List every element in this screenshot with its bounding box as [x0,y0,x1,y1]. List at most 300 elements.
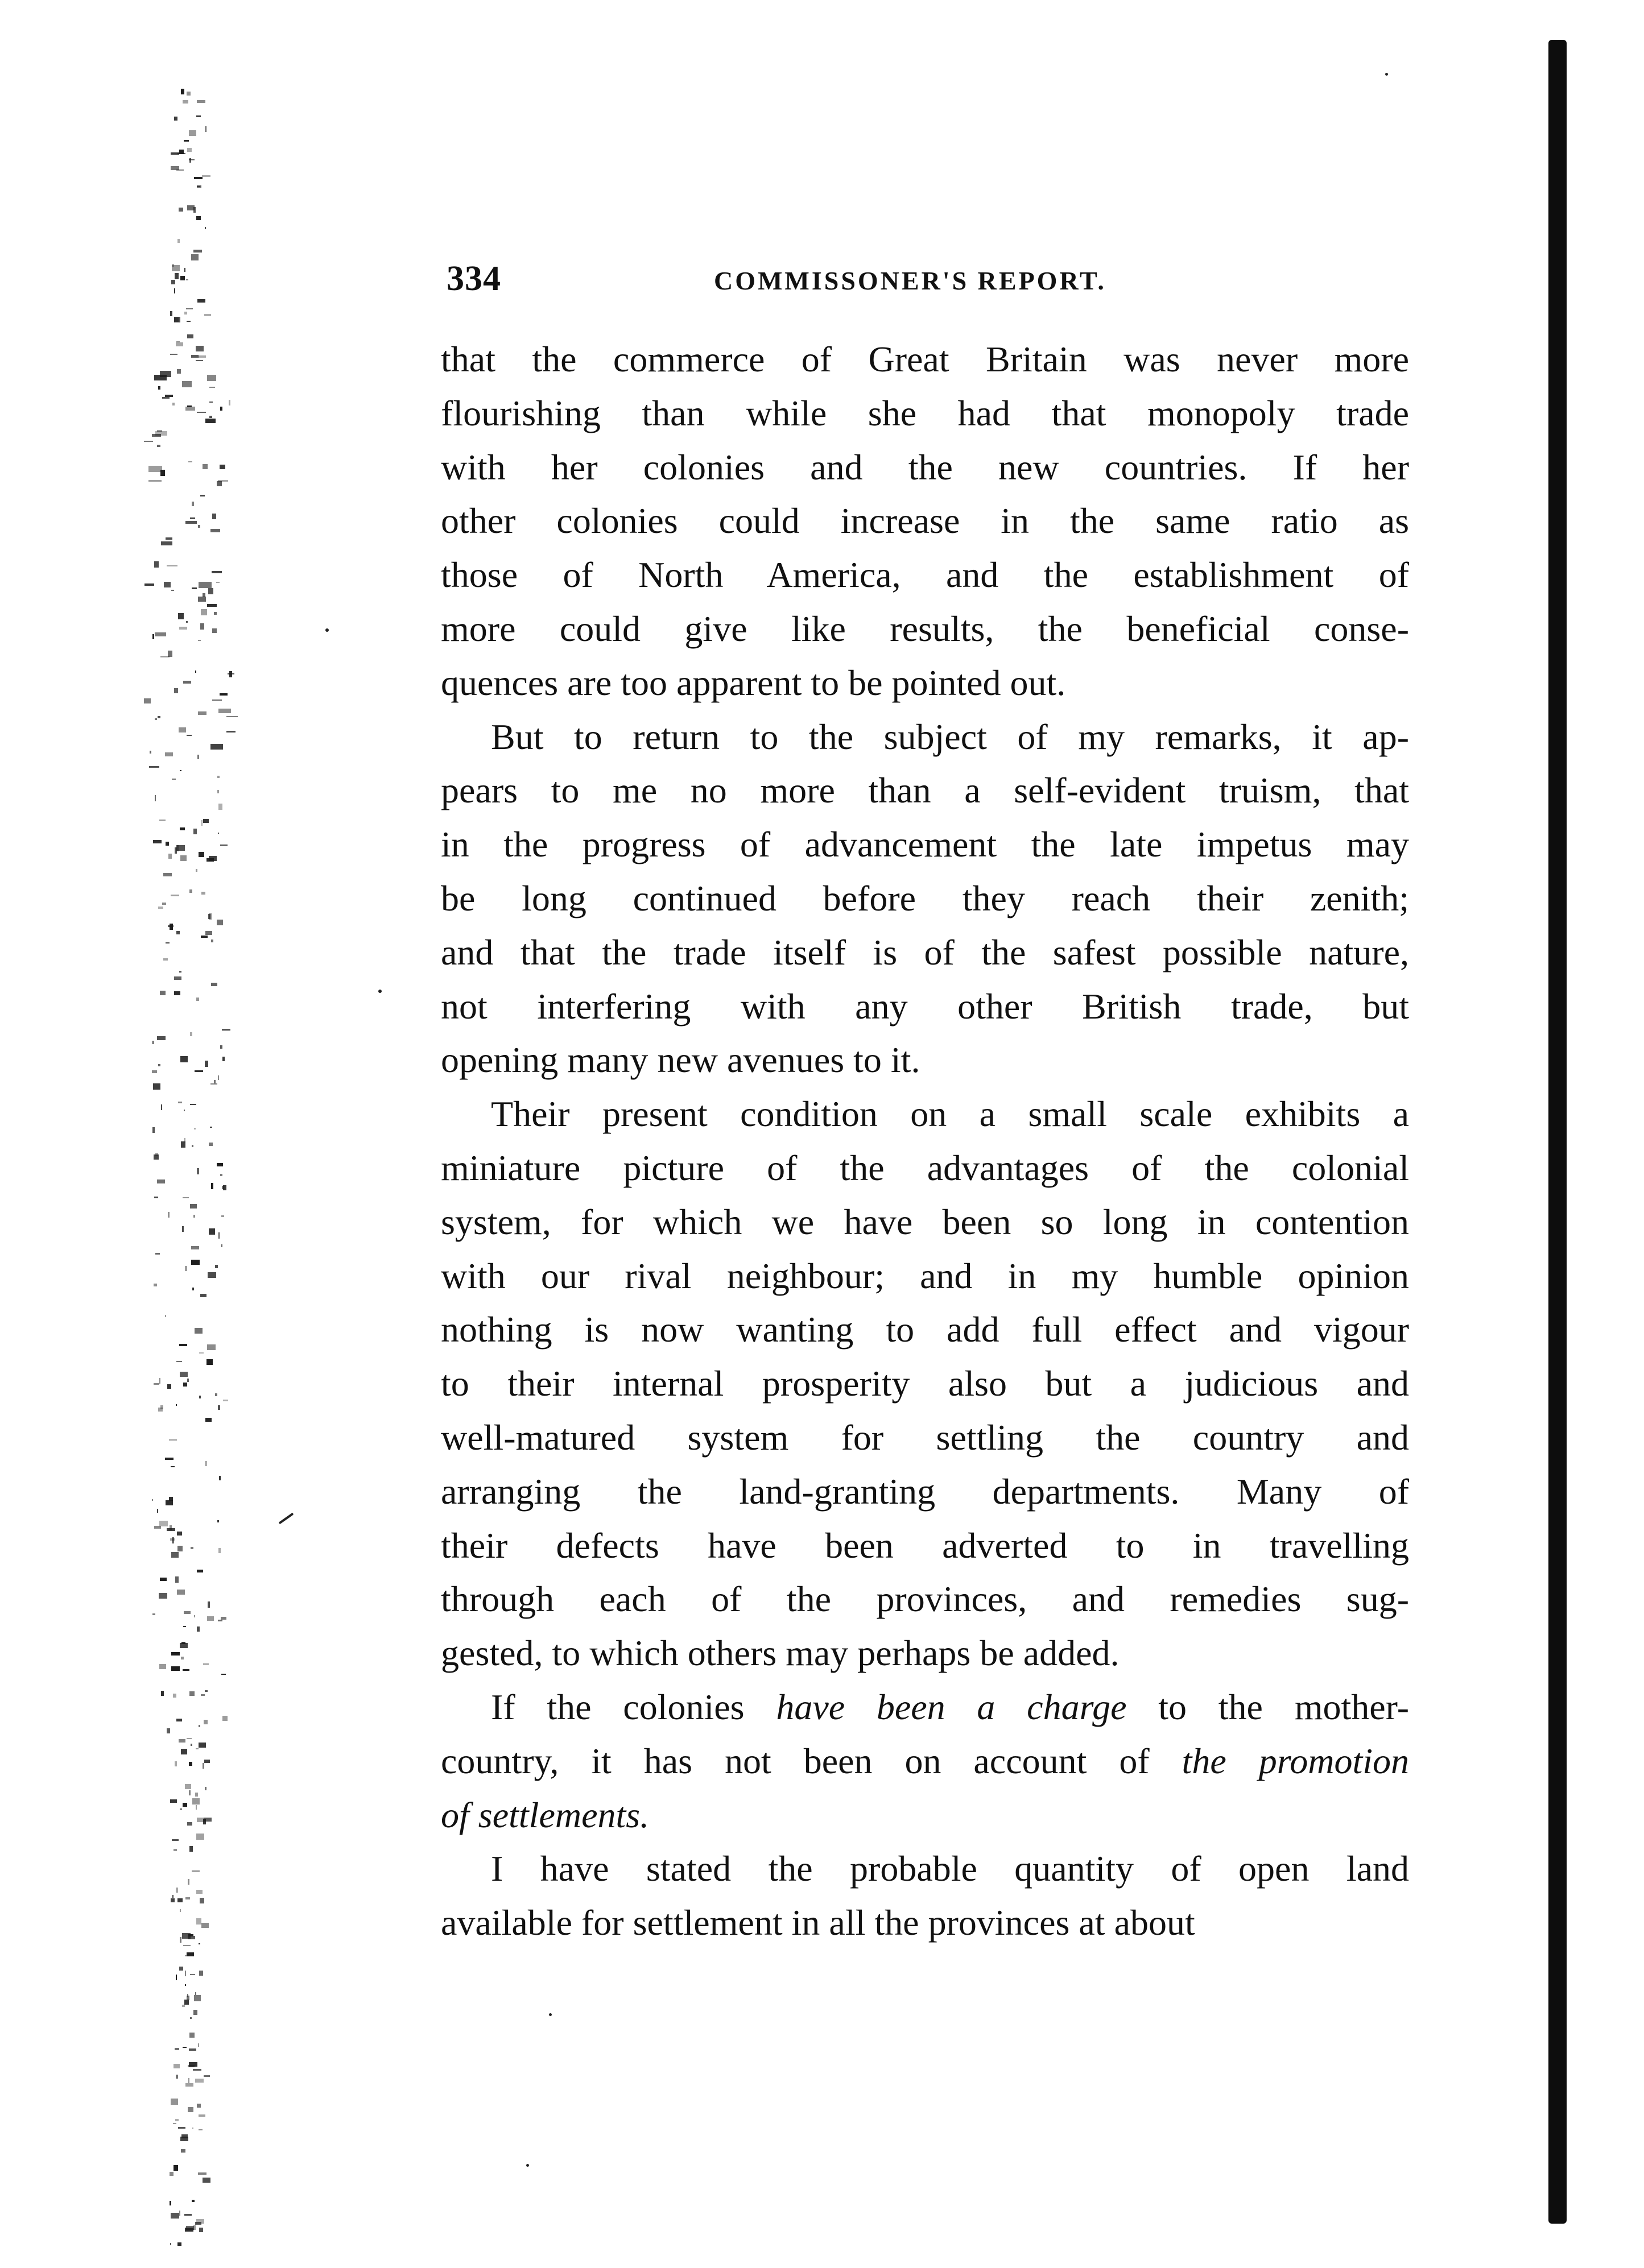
gutter-mark [205,227,206,229]
text-run: with our rival neighbour; and in my humble opinion [441,1255,1409,1296]
gutter-mark [175,1576,179,1583]
italic-text: of settlements. [441,1794,650,1835]
gutter-mark [192,1798,200,1805]
gutter-mark [180,276,185,280]
gutter-mark [219,1476,221,1480]
gutter-mark [197,1570,203,1572]
gutter-mark [207,1344,216,1350]
gutter-mark [229,400,230,405]
gutter-mark [167,565,177,566]
gutter-mark [144,583,154,586]
gutter-mark [170,354,177,355]
gutter-mark [190,2017,192,2019]
gutter-mark [209,1228,215,1235]
gutter-mark [198,525,200,528]
gutter-mark [152,1070,157,1073]
gutter-mark [174,2064,180,2068]
gutter-mark [196,1805,197,1810]
gutter-mark [165,1315,166,1317]
text-run: and that the trade itself is of the safest possible nature, [441,932,1409,972]
ink-speck [549,2013,552,2016]
gutter-mark [192,2200,195,2202]
gutter-mark [152,634,154,639]
gutter-mark [190,518,195,519]
gutter-mark [154,1154,159,1160]
text-line [441,710,1409,764]
gutter-mark [177,369,181,374]
gutter-mark [185,2083,193,2087]
ink-speck [279,1513,294,1524]
gutter-mark [194,177,203,179]
gutter-mark [197,2104,201,2108]
gutter-mark [187,321,191,322]
text-line [441,548,1409,602]
gutter-mark [158,1064,160,1066]
paragraph [441,1087,1409,1681]
text-line [441,1681,1409,1735]
gutter-mark [220,407,222,411]
gutter-mark [177,2242,181,2246]
text-line [441,818,1409,872]
text-line [441,1141,1409,1195]
gutter-mark [218,1405,220,1410]
gutter-mark [179,1344,187,1346]
gutter-mark [182,2005,185,2007]
gutter-mark [193,1215,195,1218]
gutter-mark [212,514,216,519]
gutter-mark [205,1418,212,1422]
text-run: I have stated the probable quantity of open land [491,1848,1409,1889]
gutter-mark [185,2228,193,2232]
gutter-mark [175,2119,179,2121]
gutter-mark [210,744,223,750]
gutter-mark [201,609,207,615]
gutter-mark [200,1898,204,1903]
gutter-mark [212,700,222,701]
gutter-mark [191,1260,200,1265]
gutter-mark [162,397,170,399]
gutter-mark [193,829,197,834]
gutter-mark [172,265,180,271]
gutter-mark [182,381,192,387]
gutter-mark [207,604,217,607]
gutter-mark [154,1197,158,1198]
gutter-mark [163,873,172,876]
gutter-mark [159,820,166,821]
gutter-mark [171,2213,179,2219]
gutter-mark [155,632,166,636]
gutter-mark [182,1226,184,1232]
text-run: in the progress of advancement the late impetus may [441,824,1409,865]
gutter-mark [193,2069,201,2071]
gutter-mark [221,1215,224,1217]
gutter-mark [183,1669,189,1671]
gutter-mark [176,1404,177,1406]
gutter-mark [198,355,206,358]
gutter-mark [197,1626,200,1632]
gutter-mark [171,1466,175,1467]
ink-speck [325,628,329,632]
text-run: to the mother- [1126,1686,1409,1727]
gutter-mark [174,317,179,322]
gutter-mark [157,1179,165,1183]
gutter-mark [180,1372,188,1377]
gutter-mark [188,2065,195,2067]
gutter-mark [181,89,184,94]
gutter-mark [201,820,203,826]
gutter-mark [161,541,172,545]
gutter-mark [222,1716,228,1721]
gutter-mark [158,907,163,909]
gutter-mark [201,936,208,938]
gutter-mark [205,1461,207,1466]
text-run: that the commerce of Great Britain was never more [441,339,1409,379]
gutter-mark [176,2075,178,2079]
text-line [441,656,1409,710]
gutter-mark [165,752,173,756]
page-number: 334 [447,259,501,298]
gutter-mark [203,2178,210,2183]
gutter-mark [181,2149,185,2153]
gutter-mark [183,1945,191,1946]
text-run: system, for which we have been so long in contention [441,1201,1409,1242]
gutter-mark [176,169,184,171]
gutter-mark [152,1127,155,1133]
gutter-mark [198,711,206,715]
italic-text: have been a charge [776,1686,1127,1727]
gutter-mark [196,1890,203,1894]
gutter-mark [172,1895,174,1898]
gutter-mark [203,1663,209,1665]
gutter-mark [170,2243,171,2245]
gutter-mark [220,1045,222,1049]
gutter-mark [195,2079,204,2083]
gutter-mark [184,312,187,314]
gutter-mark [200,495,205,496]
text-run: their defects have been adverted to in travelling [441,1525,1409,1566]
gutter-mark [196,360,203,361]
running-head: COMMISSONER'S REPORT. [714,266,1106,295]
gutter-mark [187,405,192,407]
gutter-mark [223,1400,228,1401]
gutter-mark [183,1626,186,1627]
gutter-mark [217,920,223,925]
gutter-mark [195,671,196,673]
gutter-mark [209,387,215,388]
gutter-mark [177,1898,183,1902]
gutter-mark [212,628,217,633]
gutter-mark [170,2172,174,2176]
gutter-mark [179,2211,180,2216]
gutter-mark [191,1246,199,1249]
text-run: If the colonies [491,1686,776,1727]
gutter-mark [216,582,220,583]
gutter-mark [215,1393,217,1396]
gutter-mark [193,2225,196,2230]
gutter-mark [187,334,193,338]
gutter-mark [153,1083,160,1090]
gutter-mark [196,1918,201,1925]
gutter-mark [185,1266,187,1271]
paragraph [441,1681,1409,1842]
gutter-mark [179,627,187,630]
gutter-mark [195,2222,201,2225]
gutter-mark [179,150,184,154]
gutter-mark [144,441,153,442]
gutter-mark [189,130,196,136]
gutter-mark [177,239,180,243]
gutter-mark [221,1244,222,1247]
gutter-mark [167,1728,170,1733]
gutter-mark [188,461,192,462]
gutter-mark [191,254,199,260]
gutter-mark [217,1520,219,1522]
gutter-mark [177,1590,185,1595]
gutter-mark [183,1383,187,1387]
gutter-mark [187,1379,189,1382]
gutter-mark [222,1057,225,1061]
gutter-mark [190,1204,197,1209]
text-line [441,1411,1409,1465]
text-line [441,333,1409,387]
gutter-mark [187,1994,188,1997]
gutter-mark [155,1253,160,1255]
gutter-mark [178,2127,185,2129]
gutter-mark [174,2165,178,2171]
gutter-mark [172,403,175,405]
text-run: through each of the provinces, and remedies sug- [441,1579,1409,1620]
gutter-mark [205,1061,208,1067]
gutter-mark [197,412,206,413]
gutter-mark [204,1760,210,1763]
gutter-mark [217,481,222,486]
text-run: country, it has not been on account of [441,1740,1182,1781]
gutter-mark [211,940,213,942]
gutter-mark [196,1748,199,1749]
ink-speck [1385,73,1388,76]
gutter-mark [170,311,172,316]
gutter-mark [180,855,187,861]
gutter-mark [180,1808,182,1810]
gutter-mark [181,1749,187,1754]
gutter-mark [220,693,228,696]
gutter-mark [218,1548,221,1553]
gutter-mark [180,1056,188,1062]
gutter-mark [185,1984,186,1986]
gutter-mark [205,419,216,423]
gutter-mark [171,280,175,284]
gutter-mark [221,1674,226,1675]
gutter-mark [189,2033,195,2038]
gutter-mark [185,1971,186,1976]
gutter-mark [152,1499,153,1501]
gutter-mark [199,852,204,857]
text-run: But to return to the subject of my remarks, it ap- [491,716,1409,757]
gutter-mark [184,1110,185,1111]
gutter-mark [199,1971,203,1976]
gutter-mark [200,623,204,630]
gutter-mark [171,1552,179,1558]
gutter-mark [181,1657,184,1659]
gutter-mark [197,299,205,303]
text-run: other colonies could increase in the same ratio as [441,500,1409,541]
gutter-mark [229,671,232,677]
gutter-mark [171,1666,180,1671]
gutter-mark [184,1611,191,1614]
gutter-mark [176,1361,182,1362]
gutter-mark [179,208,183,212]
gutter-mark [193,207,196,213]
gutter-mark [185,521,197,524]
gutter-mark [180,1937,181,1943]
text-run: nothing is now wanting to add full effect and vigour [441,1309,1409,1350]
gutter-mark [214,612,217,615]
gutter-mark [223,1185,226,1190]
gutter-mark [164,582,171,587]
gutter-mark [194,1128,196,1129]
gutter-mark [191,1547,193,1549]
gutter-mark [170,1538,175,1541]
gutter-mark [171,2099,178,2105]
gutter-mark [177,1546,183,1551]
gutter-mark [161,1104,162,1110]
gutter-mark [201,1694,205,1696]
gutter-mark [205,1787,206,1790]
gutter-mark [161,1691,164,1696]
gutter-mark [201,1923,209,1928]
text-run: well-matured system for settling the country and [441,1417,1409,1458]
gutter-mark [180,827,185,830]
gutter-mark [186,279,188,280]
gutter-mark [207,375,216,381]
body-text [441,333,1409,1950]
gutter-mark [211,983,217,986]
gutter-mark [199,2228,203,2232]
gutter-mark [187,1738,192,1739]
gutter-mark [184,140,189,142]
gutter-mark [194,1615,195,1617]
gutter-mark [202,175,210,177]
gutter-mark [184,2000,189,2005]
gutter-mark [196,115,201,117]
gutter-mark [189,1846,193,1852]
text-line [441,1249,1409,1303]
text-run: opening many new avenues to it. [441,1040,920,1081]
gutter-mark [176,845,185,851]
gutter-mark [170,2201,171,2205]
gutter-mark [170,1525,172,1530]
gutter-mark [204,1720,208,1724]
ink-speck [378,990,382,993]
gutter-mark [196,346,204,351]
gutter-mark [218,804,222,810]
gutter-mark [199,2114,205,2117]
gutter-mark [168,854,172,859]
gutter-mark [176,931,180,934]
gutter-mark [193,2010,197,2015]
gutter-mark [185,1784,191,1789]
gutter-mark [185,1955,189,1956]
paragraph [441,1842,1409,1950]
gutter-mark [159,1664,166,1669]
text-run: pears to me no more than a self-evident truism, that [441,770,1409,811]
gutter-mark [198,640,201,641]
gutter-mark [218,1075,219,1080]
gutter-mark [190,1032,192,1036]
gutter-mark [197,100,205,103]
gutter-mark [173,2123,176,2124]
gutter-mark [195,1070,203,1072]
gutter-mark [205,1690,208,1692]
gutter-mark [183,100,188,104]
gutter-mark [148,480,162,482]
gutter-mark [179,971,181,972]
gutter-mark [166,942,170,943]
gutter-mark [196,869,197,872]
gutter-mark [220,845,228,846]
gutter-mark [191,1744,192,1746]
gutter-mark [186,308,193,309]
gutter-mark [203,464,208,469]
gutter-mark [215,1265,218,1268]
text-run: available for settlement in all the provinces at about [441,1902,1195,1943]
gutter-mark [192,2128,193,2129]
gutter-mark [157,445,160,447]
gutter-mark [199,1725,200,1727]
gutter-mark [167,1384,171,1389]
gutter-mark [149,766,159,768]
gutter-mark [160,470,165,476]
gutter-mark [168,925,174,927]
gutter-mark [206,1359,213,1365]
text-line [441,926,1409,980]
gutter-mark [212,571,222,573]
gutter-mark [178,613,184,619]
gutter-mark [157,430,162,432]
gutter-mark [171,1898,175,1902]
paragraph [441,333,1409,710]
text-run: arranging the land-granting departments. Many of [441,1471,1409,1512]
gutter-mark [165,1458,174,1460]
text-run: gested, to which others may perhaps be added. [441,1633,1120,1674]
gutter-mark [154,1284,157,1286]
gutter-mark [198,2043,199,2047]
gutter-mark [197,1168,199,1174]
gutter-mark [196,216,201,220]
text-line [441,764,1409,818]
gutter-mark [226,731,236,732]
gutter-mark [218,480,228,482]
gutter-mark [189,158,191,163]
gutter-mark [192,1870,200,1872]
text-run: flourishing than while she had that monopoly trade [441,392,1409,433]
gutter-mark [176,342,183,346]
gutter-mark [186,621,188,623]
gutter-mark [181,1141,185,1148]
gutter-mark [180,1909,181,1912]
text-line [441,1357,1409,1411]
gutter-mark [211,1183,213,1189]
gutter-mark [187,735,192,736]
gutter-mark [226,716,238,717]
gutter-mark [158,386,160,390]
gutter-mark [175,2048,179,2050]
gutter-mark [174,117,177,121]
gutter-mark [175,1761,177,1766]
gutter-mark [197,755,199,759]
text-line [441,1519,1409,1573]
gutter-mark [171,590,174,591]
